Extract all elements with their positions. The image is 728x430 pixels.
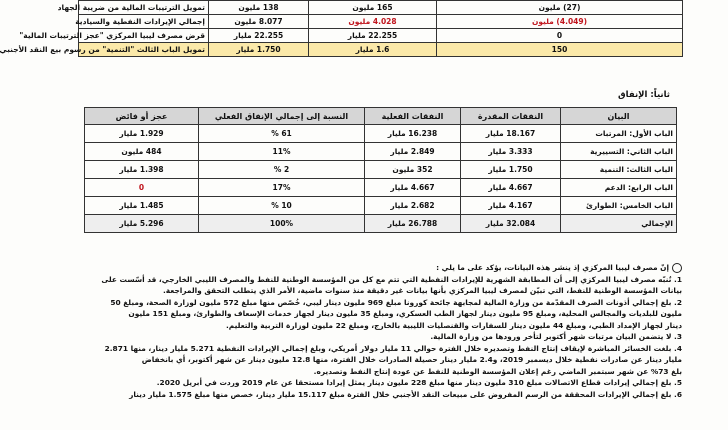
revenue-table xyxy=(0,0,683,57)
revenue-row xyxy=(79,1,683,15)
header-percentage: النسبة إلى إجمالي الإنفاق الفعلي xyxy=(199,108,365,125)
spending-cell: 1.485 مليار xyxy=(85,197,199,215)
spending-cell: 4.667 مليار xyxy=(365,179,461,197)
spending-row-label: الباب الرابع: الدعم xyxy=(561,179,677,197)
header-statement: البيان xyxy=(561,108,677,125)
spending-cell: 2 % xyxy=(199,161,365,179)
revenue-row xyxy=(79,43,683,57)
revenue-row-label: إجمالي الإيرادات النفطية والسيادية xyxy=(79,15,209,29)
note-line xyxy=(104,308,682,320)
note-text: دينار لجهاز الإمداد الطبي، ومبلغ 44 مليون دينار للسفارات والقنصليات الليبية بالخارج، ومبلغ 22 مليون لوزارة التربية والتعليم. xyxy=(225,320,682,330)
note-line xyxy=(104,297,682,309)
note-text: بيانات المؤسسة الوطنية للنفط، التي تبيّن لمصرف ليبيا المركزي بأنها بيانات غير دقيقة منذ سنوات ماضية، الأمر الذي يتطلب التحقق والمراجعة. xyxy=(162,286,682,295)
revenue-cell: 150 xyxy=(437,43,683,57)
spending-cell: 10 % xyxy=(199,197,365,215)
note-line xyxy=(101,274,682,286)
revenue-cell: 165 مليون xyxy=(309,1,437,15)
spending-cell: 484 مليون xyxy=(85,143,199,161)
section-title: ثانياً: الإنفاق xyxy=(618,90,670,100)
spending-cell: 0 xyxy=(85,179,199,197)
spending-row xyxy=(85,179,677,197)
note-text: إنّ مصرف ليبيا المركزي إذ ينشر هذه البيانات، يؤكد على ما يلي : xyxy=(436,263,669,272)
revenue-cell: 8.077 مليون xyxy=(209,15,309,29)
spending-row-label: الإجمالي xyxy=(561,215,677,233)
spending-cell: 61 % xyxy=(199,125,365,143)
revenue-cell: 22.255 مليار xyxy=(309,29,437,43)
note-line xyxy=(104,320,682,332)
spending-cell: 352 مليون xyxy=(365,161,461,179)
spending-header-row xyxy=(85,108,677,125)
note-text: بلغ 73% عن شهر سبتمبر الماضي رغم إعلان المؤسسة الوطنية للنفط عن عودة إنتاج النفط وتصديره. xyxy=(313,366,682,376)
note-line xyxy=(104,354,682,366)
spending-cell: 16.238 مليار xyxy=(365,125,461,143)
note-line xyxy=(104,331,682,343)
revenue-cell: 0 xyxy=(437,29,683,43)
note-text: 4. بلغت الخسائر المباشرة لإيقاف إنتاج النفط وتصديره خلال الفترة حوالي 11 مليار دولار أمريكي، وبلغ إجمالي الإيرادات النفطية 5.271 مليار دينار، منها 2.871 xyxy=(104,343,682,353)
spending-cell: 32.084 مليار xyxy=(461,215,561,233)
spending-row-label: الباب الخامس: الطوارئ xyxy=(561,197,677,215)
note-line xyxy=(104,366,682,378)
spending-cell: 5.296 مليار xyxy=(85,215,199,233)
note-line xyxy=(104,377,682,389)
spending-row xyxy=(85,161,677,179)
spending-row-label: الباب الثالث: التنمية xyxy=(561,161,677,179)
spending-cell: 1.398 مليار xyxy=(85,161,199,179)
revenue-cell: 1.750 مليار xyxy=(209,43,309,57)
spending-cell: 2.849 مليار xyxy=(365,143,461,161)
notes-section xyxy=(101,262,682,400)
note-line xyxy=(104,343,682,355)
note-text: 6. بلغ إجمالي الإيرادات المحققة من الرسم المفروض على مبيعات النقد الأجنبي خلال الفترة مبلغ 15.117 مليار دينار، خصص منها مبلغ 1.575 مليار دينار xyxy=(129,389,682,399)
spending-cell: 1.929 مليار xyxy=(85,125,199,143)
revenue-cell: (27) مليون xyxy=(437,1,683,15)
spending-cell: 4.667 مليار xyxy=(461,179,561,197)
revenue-cell: 1.6 مليار xyxy=(309,43,437,57)
notes-intro xyxy=(104,262,682,274)
header-estimated: النفقات المقدرة xyxy=(461,108,561,125)
spending-cell: 1.750 مليار xyxy=(461,161,561,179)
spending-row xyxy=(85,197,677,215)
spending-cell: 17% xyxy=(199,179,365,197)
revenue-row-label: تمويل الترتيبات المالية من ضريبة الجهاد xyxy=(79,1,209,15)
revenue-row-label: تمويل الباب الثالث "التنمية" من رسوم بيع النقد الأجنبي xyxy=(79,43,209,57)
spending-table xyxy=(84,107,677,233)
spending-cell: 11% xyxy=(199,143,365,161)
revenue-row-label: قرض مصرف ليبيا المركزي "عجز الترتيبات المالية" xyxy=(79,29,209,43)
note-text: 2. بلغ إجمالي أذونات الصرف المقدّمة من وزارة المالية لمجابهة جائحة كورونا مبلغ 969 مليون دينار ليبي، خُصّص منها مبلغ 572 مليون لوزارة الصحة، ومبلغ 50 xyxy=(110,297,682,307)
note-text: 1. تُنبّه مصرف ليبيا المركزي إلى أن المطابقة الشهرية للإيرادات النفطية التي تتم مع كل من المؤسسة الوطنية للنفط والمصرف الليبي الخارجي، قد أسّست على xyxy=(101,274,682,284)
spending-row xyxy=(85,215,677,233)
spending-row xyxy=(85,125,677,143)
note-text: 5. بلغ إجمالي إيرادات قطاع الاتصالات مبلغ 310 مليون دينار منها مبلغ 228 مليون دينار يمثل إيرادا مستحقا عن عام 2019 وردت في أبريل 2020. xyxy=(156,378,682,387)
revenue-row xyxy=(79,29,683,43)
note-text: 3. لا يتضمن البيان مرتبات شهر أكتوبر لتأخر ورودها من وزارة المالية. xyxy=(430,332,682,341)
note-text: مليون للبلديات والمجالس المحلية، ومبلغ 95 مليون دينار لجهاز الطب العسكري، ومبلغ 35 مليون دينار لجهاز خدمات الإسعاف والطوارئ، ومبلغ 151 مليون xyxy=(128,309,682,318)
spending-cell: 4.167 مليار xyxy=(461,197,561,215)
header-deficit-surplus: عجز أو فائض xyxy=(85,108,199,125)
spending-row xyxy=(85,143,677,161)
spending-cell: 18.167 مليار xyxy=(461,125,561,143)
note-line xyxy=(104,389,682,401)
spending-row-label: الباب الثاني: التسييرية xyxy=(561,143,677,161)
note-line xyxy=(104,285,682,297)
revenue-cell: 4.028 مليون xyxy=(309,15,437,29)
spending-cell: 3.333 مليار xyxy=(461,143,561,161)
revenue-cell: 138 مليون xyxy=(209,1,309,15)
revenue-cell: 22.255 مليار xyxy=(209,29,309,43)
spending-cell: 26.788 مليار xyxy=(365,215,461,233)
revenue-row xyxy=(79,15,683,29)
note-text: مليار دينار عن صادرات نفطية خلال ديسمبر 2019، و2.4 مليار دينار حصيلة الصادرات خلال الفترة، منها 12.8 مليون دينار عن شهر أكتوبر، أي بانخفاض xyxy=(141,355,682,364)
bullet-circle-icon xyxy=(672,263,682,273)
spending-row-label: الباب الأول: المرتبات xyxy=(561,125,677,143)
revenue-cell: (4.049) مليون xyxy=(437,15,683,29)
spending-cell: 2.682 مليار xyxy=(365,197,461,215)
spending-cell: 100% xyxy=(199,215,365,233)
header-actual: النفقات الفعلية xyxy=(365,108,461,125)
